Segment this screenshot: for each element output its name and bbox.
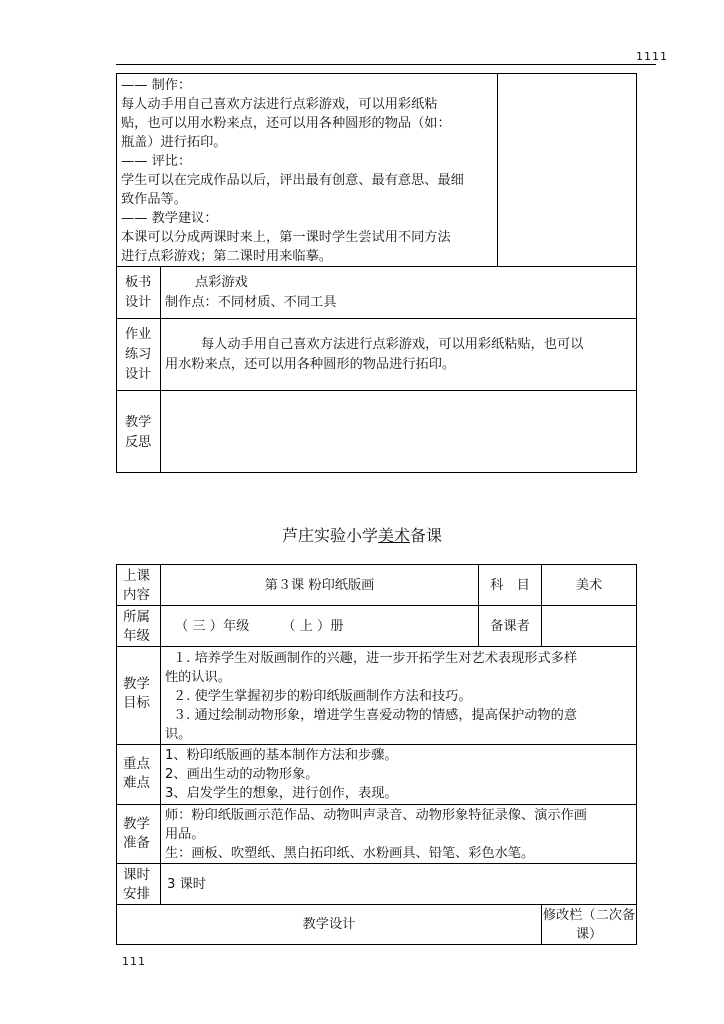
- homework-line: 用水粉来点，还可以用各种圆形的物品进行拓印。: [165, 357, 456, 372]
- lesson-content: 第３课 粉印纸版画: [161, 565, 479, 606]
- goal-line: ３. 通过绘制动物形象，增进学生喜爱动物的情感，提高保护动物的意: [173, 708, 578, 723]
- goal-line: 性的认识。: [165, 670, 231, 685]
- goal-line: 识。: [165, 727, 192, 742]
- teaching-process-cell: [117, 74, 498, 267]
- prep-line: 用品。: [165, 827, 205, 842]
- board-line: 制作点：不同材质、不同工具: [165, 295, 337, 310]
- preparer-value: [542, 606, 637, 647]
- process-line: 致作品等。: [121, 192, 187, 207]
- teaching-design-label: 教学设计: [117, 905, 542, 945]
- teaching-goals: [161, 647, 637, 745]
- key-point-line: 3、启发学生的想象，进行创作，表现。: [165, 786, 398, 801]
- process-line: —— 教学建议：: [121, 211, 218, 226]
- revision-cell: [498, 74, 637, 267]
- process-line: 贴，也可以用水粉来点，还可以用各种圆形的物品（如：: [121, 116, 451, 131]
- goal-line: ２. 使学生掌握初步的粉印纸版画制作方法和技巧。: [173, 689, 472, 704]
- teaching-prep: [161, 805, 637, 864]
- process-line: 每人动手用自己喜欢方法进行点彩游戏，可以用彩纸粘: [121, 97, 438, 112]
- grade-value: （ 三 ）年级 （ 上 ）册: [161, 606, 479, 647]
- process-line: 瓶盖）进行拓印。: [121, 135, 227, 150]
- process-line: 进行点彩游戏；第二课时用来临摹。: [121, 249, 332, 264]
- homework-label: 作业 练习 设计: [117, 319, 161, 391]
- upper-lesson-table: [116, 73, 637, 473]
- header-page-number: 1111: [636, 50, 668, 63]
- preparer-label: 备课者: [479, 606, 542, 647]
- key-point-line: 1、粉印纸版画的基本制作方法和步骤。: [165, 748, 398, 763]
- footer-page-number: 111: [122, 955, 146, 968]
- process-line: —— 评比：: [121, 154, 192, 169]
- board-label: 板书 设计: [117, 267, 161, 319]
- subject-value: 美术: [542, 565, 637, 606]
- board-design-cell: [161, 267, 637, 319]
- goals-label: 教学 目标: [117, 647, 161, 745]
- key-point-line: 2、画出生动的动物形象。: [165, 767, 319, 782]
- lesson-info-table: [116, 564, 637, 945]
- lesson-plan-title: 芦庄实验小学美术备课: [281, 526, 443, 545]
- homework-line: 每人动手用自己喜欢方法进行点彩游戏，可以用彩纸粘贴，也可以: [201, 337, 584, 352]
- hours-label: 课时 安排: [117, 864, 161, 905]
- key-points-label: 重点 难点: [117, 745, 161, 805]
- process-line: 本课可以分成两课时来上，第一课时学生尝试用不同方法: [121, 230, 451, 245]
- subject-label: 科 目: [479, 565, 542, 606]
- revision-label: 修改栏（二次备 课）: [542, 905, 637, 945]
- reflection-cell: [161, 391, 637, 473]
- homework-cell: [161, 319, 637, 391]
- process-line: 学生可以在完成作品以后，评出最有创意、最有意思、最细: [121, 173, 464, 188]
- prep-label: 教学 准备: [117, 805, 161, 864]
- header-rule: [116, 64, 656, 65]
- board-line: 点彩游戏: [195, 275, 248, 290]
- hours-value: 3 课时: [161, 864, 637, 905]
- prep-line: 生：画板、吹塑纸、黑白拓印纸、水粉画具、铅笔、彩色水笔。: [165, 846, 535, 861]
- key-points: [161, 745, 637, 805]
- content-label: 上课 内容: [117, 565, 161, 606]
- reflection-label: 教学 反思: [117, 391, 161, 473]
- prep-line: 师：粉印纸版画示范作品、动物叫声录音、动物形象特征录像、演示作画: [165, 808, 587, 823]
- grade-label: 所属 年级: [117, 606, 161, 647]
- process-line: —— 制作：: [121, 78, 192, 93]
- subject-underlined: 美术: [377, 526, 410, 545]
- goal-line: １. 培养学生对版画制作的兴趣，进一步开拓学生对艺术表现形式多样: [173, 651, 578, 666]
